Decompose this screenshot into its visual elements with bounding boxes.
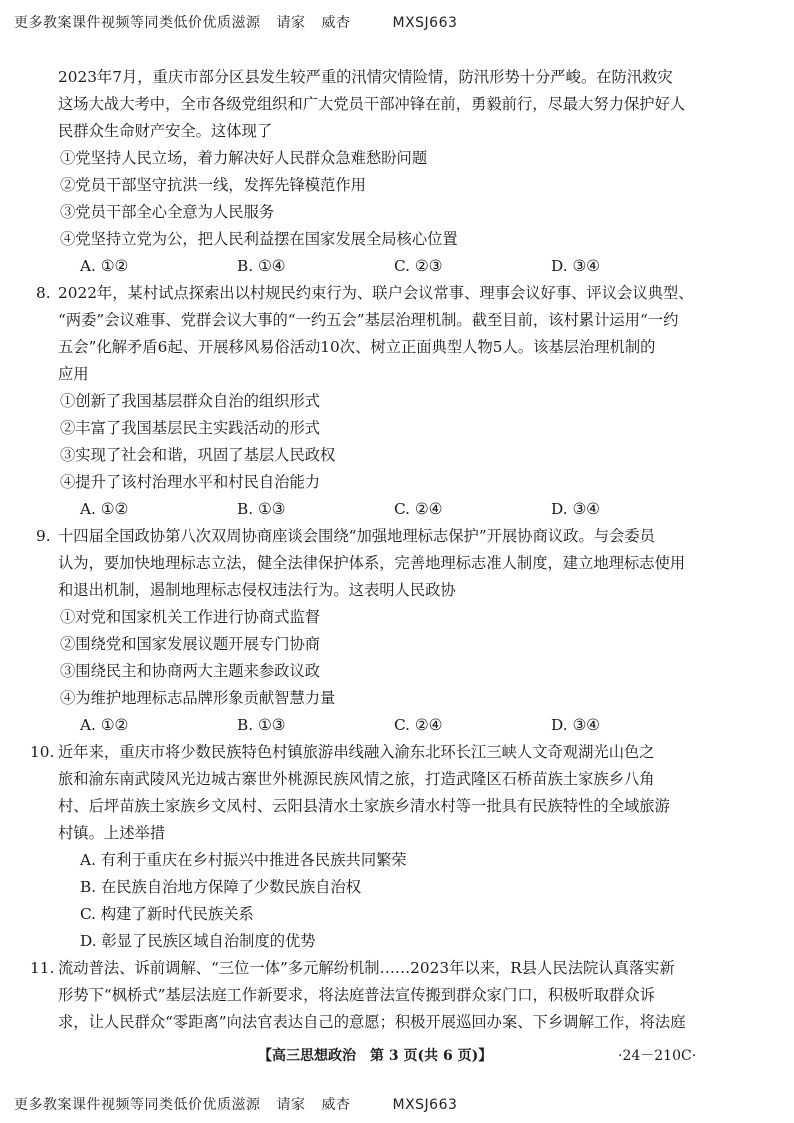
q10-number: 10. [30, 743, 55, 761]
banner-code: MXSJ663 [392, 1097, 458, 1113]
banner-please: 请家 [276, 15, 306, 31]
q9-choices [58, 712, 708, 739]
banner-code: MXSJ663 [392, 15, 458, 31]
q7-choices [58, 253, 708, 280]
banner-text: 更多教案课件视频等同类低价优质滋源 [14, 15, 261, 31]
q10-choice-c: C. 构建了新时代民族关系 [80, 905, 254, 923]
q8-option: ②丰富了我国基层民主实践活动的形式 [60, 419, 321, 437]
q8-option: ①创新了我国基层群众自治的组织形式 [60, 392, 321, 410]
question-7 [58, 64, 708, 280]
q8-choices [58, 496, 708, 523]
banner-name: 威杏 [321, 15, 351, 31]
q7-choice-b: B. ①④ [237, 257, 286, 275]
q9-option: ①对党和国家机关工作进行协商式监督 [60, 608, 321, 626]
q9-option: ④为维护地理标志品牌形象贡献智慧力量 [60, 689, 336, 707]
bottom-banner [14, 1094, 457, 1114]
q7-choice-a: A. ①② [80, 257, 129, 275]
q9-number: 9. [36, 527, 51, 545]
q9-stem-line: 9. 十四届全国政协第八次双周协商座谈会围绕“加强地理标志保护”开展协商议政。与会委员 [58, 523, 708, 550]
footer-code: ·24－210C· [618, 1048, 697, 1064]
q10-stem-line: 旅和渝东南武陵风光边城古寨世外桃源民族风情之旅，打造武隆区石桥苗族土家族乡八角 [58, 770, 655, 788]
q7-stem-line: 民群众生命财产安全。这体现了 [58, 122, 273, 140]
q8-option: ④提升了该村治理水平和村民自治能力 [60, 473, 321, 491]
question-10 [30, 739, 708, 955]
question-8 [36, 280, 708, 523]
q7-choice-c: C. ②③ [394, 257, 443, 275]
q8-stem-line: 应用 [58, 365, 89, 383]
q10-stem-line: 10. 近年来，重庆市将少数民族特色村镇旅游串线融入渝东北环长江三峡人文奇观湖光山色之 [58, 739, 708, 766]
q7-option: ①党坚持人民立场，着力解决好人民群众急难愁盼问题 [60, 149, 428, 167]
q7-stem-line: 2023年7月，重庆市部分区县发生较严重的汛情灾情险情，防汛形势十分严峻。在防汛救灾 [58, 68, 673, 86]
banner-name: 威杏 [321, 1097, 351, 1113]
q10-stem-line: 村、后坪苗族土家族乡文凤村、云阳县清水土家族乡清水村等一批具有民族特性的全域旅游 [58, 797, 670, 815]
q7-option: ③党员干部全心全意为人民服务 [60, 203, 275, 221]
q8-choice-c: C. ②④ [394, 500, 443, 518]
q8-stem-line: 五会”化解矛盾6起、开展移风易俗活动10次、树立正面典型人物5人。该基层治理机制的 [58, 338, 656, 356]
exam-page [30, 64, 708, 1036]
q10-stem-line: 村镇。上述举措 [58, 824, 166, 842]
banner-please: 请家 [276, 1097, 306, 1113]
q9-choice-b: B. ①③ [237, 716, 286, 734]
q8-choice-d: D. ③④ [551, 500, 600, 518]
q8-number: 8. [36, 284, 51, 302]
q9-choice-c: C. ②④ [394, 716, 443, 734]
q8-option: ③实现了社会和谐，巩固了基层人民政权 [60, 446, 336, 464]
q9-stem-line: 认为，要加快地理标志立法，健全法律保护体系，完善地理标志准人制度，建立地理标志使用 [58, 554, 686, 572]
footer-page-info: 【高三思想政治 第 3 页(共 6 页)】 [258, 1048, 493, 1064]
q9-choice-a: A. ①② [80, 716, 129, 734]
q8-choice-a: A. ①② [80, 500, 129, 518]
q9-choice-d: D. ③④ [551, 716, 600, 734]
q11-stem-line: 11. 流动普法、诉前调解、“三位一体”多元解纷机制……2023年以来，R县人民法院认真落实新 [58, 955, 708, 982]
q9-option: ②围绕党和国家发展议题开展专门协商 [60, 635, 321, 653]
question-9 [36, 523, 708, 739]
top-banner [14, 12, 457, 32]
q8-stem-line: 8. 2022年，某村试点探索出以村规民约束行为、联户会议常事、理事会议好事、评议会议典型、 [58, 280, 708, 307]
q8-choice-b: B. ①③ [237, 500, 286, 518]
q7-stem-line: 这场大战大考中，全市各级党组织和广大党员干部冲锋在前，勇毅前行，尽最大努力保护好人 [58, 95, 686, 113]
q9-stem-line: 和退出机制，遏制地理标志侵权违法行为。这表明人民政协 [58, 581, 456, 599]
q10-choice-a: A. 有利于重庆在乡村振兴中推进各民族共同繁荣 [80, 851, 407, 869]
q11-stem-line: 形势下“枫桥式”基层法庭工作新要求，将法庭普法宣传搬到群众家门口，积极听取群众诉 [58, 986, 655, 1004]
q7-option: ②党员干部坚守抗洪一线，发挥先锋模范作用 [60, 176, 366, 194]
q10-choice-d: D. 彰显了民族区域自治制度的优势 [80, 932, 316, 950]
q9-option: ③围绕民主和协商两大主题来参政议政 [60, 662, 321, 680]
q11-stem-line: 求，让人民群众“零距离”向法官表达自己的意愿；积极开展巡回办案、下乡调解工作，将法庭 [58, 1013, 686, 1031]
question-11 [30, 955, 708, 1036]
q11-number: 11. [30, 959, 55, 977]
q10-choice-b: B. 在民族自治地方保障了少数民族自治权 [80, 878, 362, 896]
banner-text: 更多教案课件视频等同类低价优质滋源 [14, 1097, 261, 1113]
q8-stem-line: “两委”会议难事、党群会议大事的“一约五会”基层治理机制。截至目前，该村累计运用“一约 [58, 311, 679, 329]
q7-option: ④党坚持立党为公，把人民利益摆在国家发展全局核心位置 [60, 230, 458, 248]
q7-choice-d: D. ③④ [551, 257, 600, 275]
